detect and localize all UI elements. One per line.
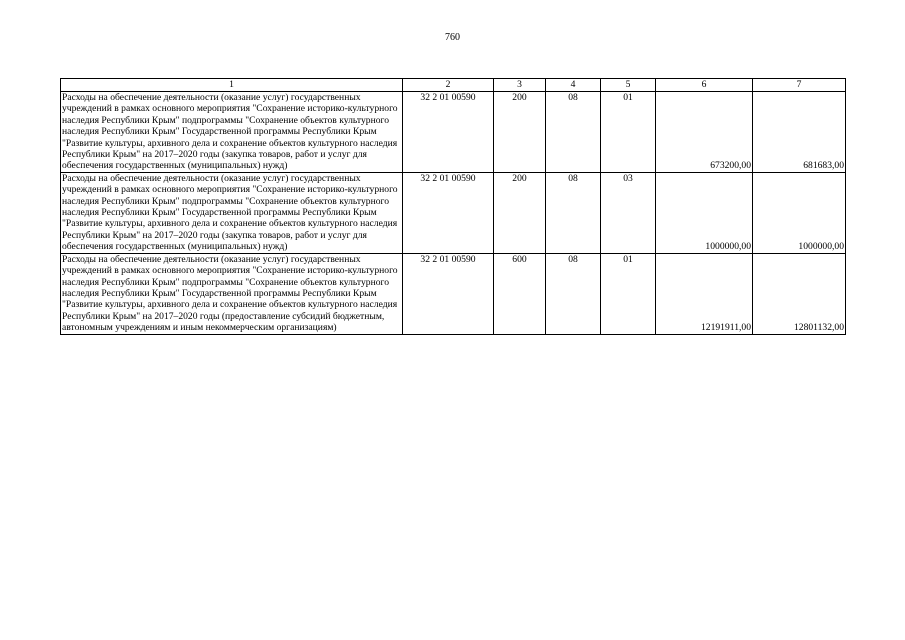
amount-column-6: 1000000,00 xyxy=(656,172,753,253)
section-code: 08 xyxy=(546,172,601,253)
column-header-1: 1 xyxy=(61,79,403,92)
column-header-2: 2 xyxy=(403,79,494,92)
section-code: 08 xyxy=(546,92,601,173)
target-article-code: 32 2 01 00590 xyxy=(403,172,494,253)
subsection-code: 03 xyxy=(601,172,656,253)
amount-column-7: 681683,00 xyxy=(753,92,846,173)
subsection-code: 01 xyxy=(601,253,656,334)
amount-column-6: 12191911,00 xyxy=(656,253,753,334)
expense-type-code: 200 xyxy=(494,92,546,173)
expense-description: Расходы на обеспечение деятельности (оказание услуг) государственных учреждений в рамках основного мероприятия "Сохранение историко-культурного наследия Республики Крым" подпрограммы "Сохранение объектов культурного наследия Республики Крым" Государственной программы Республики Крым "Развитие культуры, архивного дела и сохранение объектов культурного наследия Республики Крым" на 2017–2020 годы (закупка товаров, работ и услуг для обеспечения государственных (муниципальных) нужд) xyxy=(61,92,403,173)
budget-table xyxy=(60,78,846,335)
amount-column-6: 673200,00 xyxy=(656,92,753,173)
expense-type-code: 200 xyxy=(494,172,546,253)
column-header-3: 3 xyxy=(494,79,546,92)
table-row xyxy=(61,253,846,334)
table-row xyxy=(61,172,846,253)
amount-column-7: 1000000,00 xyxy=(753,172,846,253)
page-number: 760 xyxy=(445,32,460,43)
section-code: 08 xyxy=(546,253,601,334)
expense-description: Расходы на обеспечение деятельности (оказание услуг) государственных учреждений в рамках основного мероприятия "Сохранение историко-культурного наследия Республики Крым" подпрограммы "Сохранение объектов культурного наследия Республики Крым" Государственной программы Республики Крым "Развитие культуры, архивного дела и сохранение объектов культурного наследия Республики Крым" на 2017–2020 годы (предоставление субсидий бюджетным, автономным учреждениям и иным некоммерческим организациям) xyxy=(61,253,403,334)
amount-column-7: 12801132,00 xyxy=(753,253,846,334)
target-article-code: 32 2 01 00590 xyxy=(403,253,494,334)
column-header-5: 5 xyxy=(601,79,656,92)
column-header-4: 4 xyxy=(546,79,601,92)
table-row xyxy=(61,92,846,173)
column-header-6: 6 xyxy=(656,79,753,92)
table-header-row xyxy=(61,79,846,92)
expense-description: Расходы на обеспечение деятельности (оказание услуг) государственных учреждений в рамках основного мероприятия "Сохранение историко-культурного наследия Республики Крым" подпрограммы "Сохранение объектов культурного наследия Республики Крым" Государственной программы Республики Крым "Развитие культуры, архивного дела и сохранение объектов культурного наследия Республики Крым" на 2017–2020 годы (закупка товаров, работ и услуг для обеспечения государственных (муниципальных) нужд) xyxy=(61,172,403,253)
target-article-code: 32 2 01 00590 xyxy=(403,92,494,173)
subsection-code: 01 xyxy=(601,92,656,173)
column-header-7: 7 xyxy=(753,79,846,92)
expense-type-code: 600 xyxy=(494,253,546,334)
